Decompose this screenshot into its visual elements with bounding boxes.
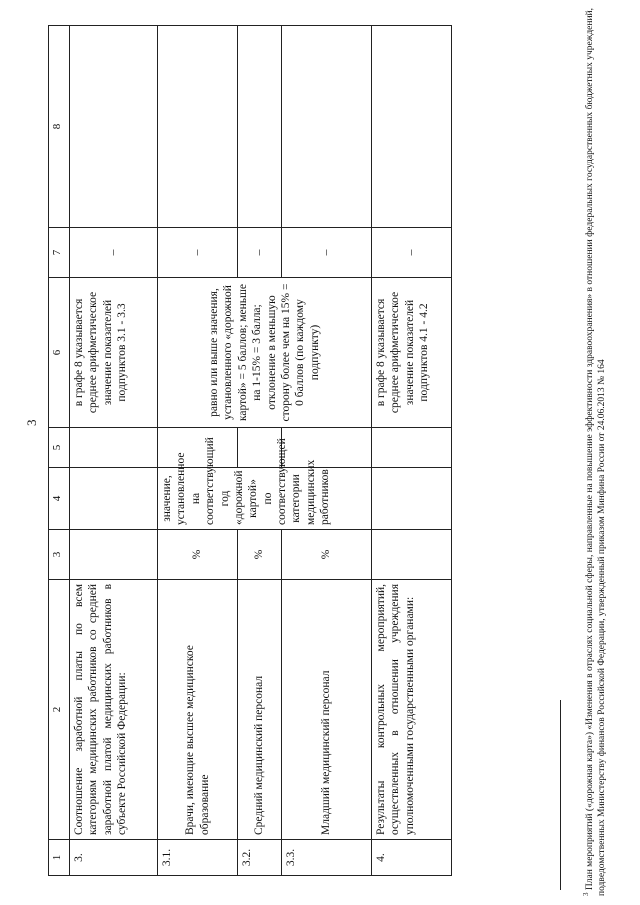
row-col5 bbox=[282, 428, 372, 468]
row-col7: – bbox=[282, 228, 372, 278]
row-number: 3.1. bbox=[158, 840, 238, 876]
page-number: 3 bbox=[24, 419, 39, 426]
row-unit bbox=[70, 530, 158, 580]
row-col6: в графе 8 указывается среднее арифметическое значение показателей подпунктов 4.1 - 4.2 bbox=[372, 278, 452, 428]
table-row bbox=[372, 26, 452, 876]
row-name: Средний медицинский персонал bbox=[238, 580, 282, 840]
row-col6: в графе 8 указывается среднее арифметическое значение показателей подпунктов 3.1 - 3.3 bbox=[70, 278, 158, 428]
row-number: 3.2. bbox=[238, 840, 282, 876]
row-col8 bbox=[70, 26, 158, 228]
header-col-8: 8 bbox=[49, 26, 70, 228]
header-col-1: 1 bbox=[49, 840, 70, 876]
rotated-table-area bbox=[48, 26, 446, 876]
row-col8 bbox=[372, 26, 452, 228]
table-row bbox=[70, 26, 158, 876]
row-name: Соотношение заработной платы по всем категориям медицинских работников со средней заработной платой медицинских работников в субъекте Российской Федерации: bbox=[70, 580, 158, 840]
row-col5 bbox=[70, 428, 158, 468]
header-col-4: 4 bbox=[49, 468, 70, 530]
row-unit: % bbox=[158, 530, 238, 580]
header-row bbox=[49, 26, 70, 876]
header-col-6: 6 bbox=[49, 278, 70, 428]
row-col4 bbox=[372, 468, 452, 530]
row-col4 bbox=[70, 468, 158, 530]
footnote bbox=[582, 8, 608, 896]
row-col7: – bbox=[70, 228, 158, 278]
table-row bbox=[158, 26, 238, 876]
row-name: Младший медицинский персонал bbox=[282, 580, 372, 840]
row-name: Результаты контрольных мероприятий, осуществленных в отношении учреждения уполномоченными государственными органами: bbox=[372, 580, 452, 840]
row-col8 bbox=[238, 26, 282, 228]
row-unit: % bbox=[238, 530, 282, 580]
row-number: 3. bbox=[70, 840, 158, 876]
row-col6-merged: равно или выше значения, установленного «дорожной картой» = 5 баллов; меньше на 1-15% = 3 балла; отклонение в меньшую сторону более чем на 15% = 0 баллов (по каждому подпункту) bbox=[158, 278, 372, 428]
row-number: 3.3. bbox=[282, 840, 372, 876]
row-unit: % bbox=[282, 530, 372, 580]
row-col8 bbox=[158, 26, 238, 228]
footnote-divider bbox=[560, 700, 561, 890]
row-number: 4. bbox=[372, 840, 452, 876]
row-col8 bbox=[282, 26, 372, 228]
footnote-text: План мероприятий («дорожная карта») «Изменения в отраслях социальной сферы, направленные на повышение эффективности здравоохранения» в отношении федеральных государственных бюджетных учреждений, подведомственных Министерству финансов Российской Федерации, утвержденный приказом Минфина России от 24.06.2013 № 164 bbox=[585, 8, 607, 896]
row-unit bbox=[372, 530, 452, 580]
row-col4-merged: значение, установленное на соответствующий год «дорожной картой» по соответствующей категории медицинских работников bbox=[158, 468, 372, 530]
row-name: Врачи, имеющие высшее медицинское образование bbox=[158, 580, 238, 840]
header-col-3: 3 bbox=[49, 530, 70, 580]
row-col5 bbox=[238, 428, 282, 468]
header-col-2: 2 bbox=[49, 580, 70, 840]
header-col-7: 7 bbox=[49, 228, 70, 278]
footnote-marker: 3 bbox=[582, 892, 590, 896]
row-col7: – bbox=[238, 228, 282, 278]
table-row bbox=[282, 26, 372, 876]
row-col7: – bbox=[158, 228, 238, 278]
row-col7: – bbox=[372, 228, 452, 278]
indicators-table bbox=[48, 25, 452, 876]
row-col5 bbox=[372, 428, 452, 468]
row-col5 bbox=[158, 428, 238, 468]
table-row bbox=[238, 26, 282, 876]
header-col-5: 5 bbox=[49, 428, 70, 468]
